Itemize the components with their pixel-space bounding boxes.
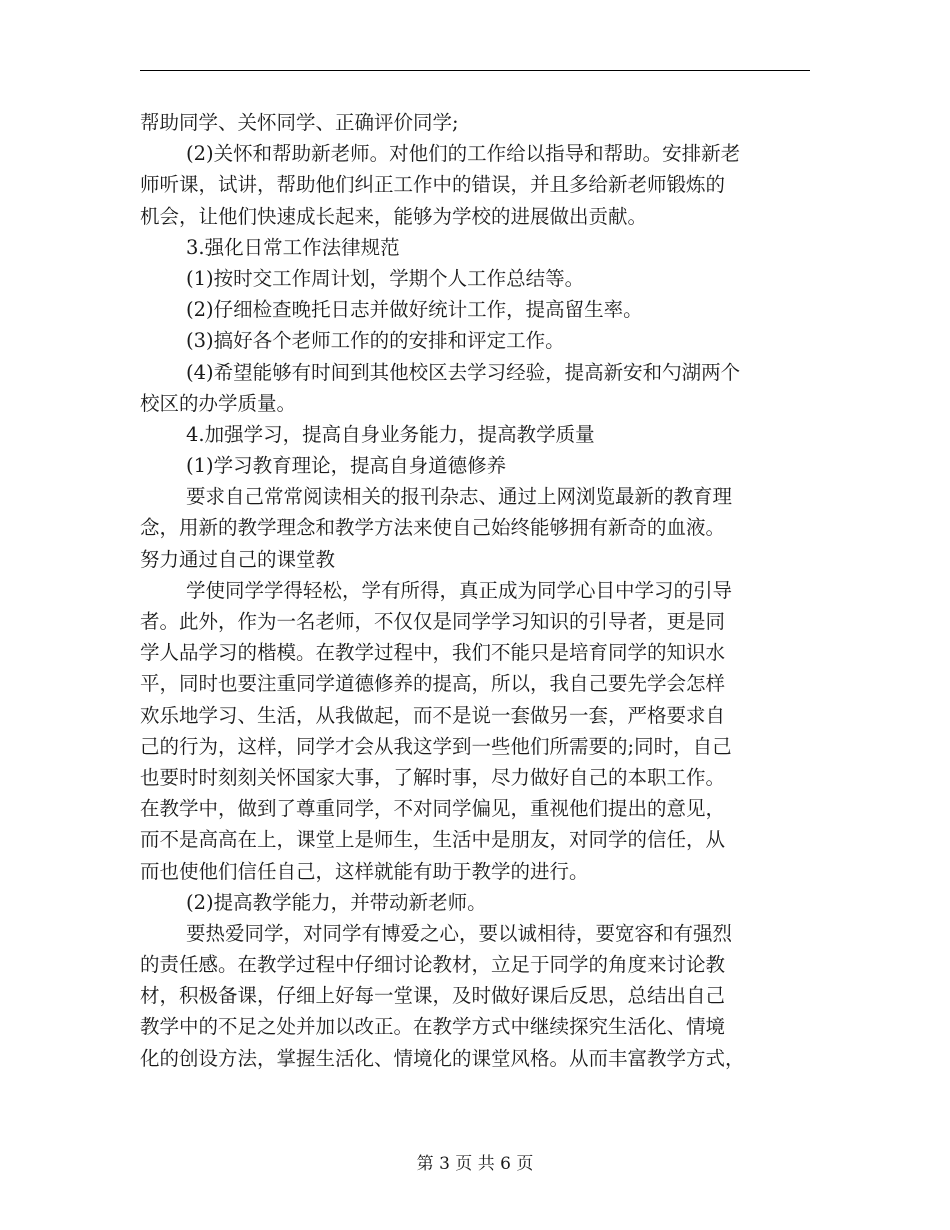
text-line: (4)希望能够有时间到其他校区去学习经验，提高新安和勺湖两个 <box>186 360 741 384</box>
page-number: 第 3 页 共 6 页 <box>416 1154 534 1174</box>
text-line: 而也使他们信任自己，这样就能有助于教学的进行。 <box>140 859 589 883</box>
text-line: (2)提高教学能力，并带动新老师。 <box>186 890 487 914</box>
text-line: 师听课，试讲，帮助他们纠正工作中的错误，并且多给新老师锻炼的 <box>140 173 726 197</box>
text-line: (1)学习教育理论，提高自身道德修养 <box>186 454 507 478</box>
text-line: 的责任感。在教学过程中仔细讨论教材，立足于同学的角度来讨论教 <box>140 953 726 977</box>
text-line: (2)关怀和帮助新老师。对他们的工作给以指导和帮助。安排新老 <box>186 142 741 166</box>
text-line: 教学中的不足之处并加以改正。在教学方式中继续探究生活化、情境 <box>140 1015 726 1039</box>
text-line: 3.强化日常工作法律规范 <box>186 235 400 259</box>
text-line: 学人品学习的楷模。在教学过程中，我们不能只是培育同学的知识水 <box>140 641 726 665</box>
text-line: 平，同时也要注重同学道德修养的提高，所以，我自己要先学会怎样 <box>140 672 726 696</box>
text-line: 学使同学学得轻松，学有所得，真正成为同学心目中学习的引导 <box>186 578 733 602</box>
text-line: 在教学中，做到了尊重同学，不对同学偏见，重视他们提出的意见， <box>140 797 726 821</box>
text-line: 努力通过自己的课堂教 <box>140 547 336 571</box>
header-rule <box>140 70 810 71</box>
text-line: 要求自己常常阅读相关的报刊杂志、通过上网浏览最新的教育理 <box>186 485 733 509</box>
text-line: 而不是高高在上，课堂上是师生，生活中是朋友，对同学的信任，从 <box>140 828 726 852</box>
text-line: 材，积极备课，仔细上好每一堂课，及时做好课后反思，总结出自己 <box>140 984 726 1008</box>
text-line: 念，用新的教学理念和教学方法来使自己始终能够拥有新奇的血液。 <box>140 516 726 540</box>
document-body <box>140 107 810 1074</box>
text-line: 4.加强学习，提高自身业务能力，提高教学质量 <box>186 422 595 446</box>
text-line: 要热爱同学，对同学有博爱之心，要以诚相待，要宽容和有强烈 <box>186 921 733 945</box>
text-line: 己的行为，这样，同学才会从我这学到一些他们所需要的;同时，自己 <box>140 734 732 758</box>
text-line: 校区的办学质量。 <box>140 391 297 415</box>
text-line: 化的创设方法，掌握生活化、情境化的课堂风格。从而丰富教学方式， <box>140 1046 745 1070</box>
text-line: 欢乐地学习、生活，从我做起，而不是说一套做另一套，严格要求自 <box>140 703 726 727</box>
text-line: (3)搞好各个老师工作的的安排和评定工作。 <box>186 329 565 353</box>
text-line: 机会，让他们快速成长起来，能够为学校的进展做出贡献。 <box>140 204 648 228</box>
text-line: (1)按时交工作周计划，学期个人工作总结等。 <box>186 266 585 290</box>
text-line: (2)仔细检查晚托日志并做好统计工作，提高留生率。 <box>186 298 643 322</box>
text-line: 者。此外，作为一名老师，不仅仅是同学学习知识的引导者，更是同 <box>140 610 726 633</box>
text-line: 也要时时刻刻关怀国家大事，了解时事，尽力做好自己的本职工作。 <box>140 765 726 789</box>
text-line: 帮助同学、关怀同学、正确评价同学; <box>140 111 459 134</box>
